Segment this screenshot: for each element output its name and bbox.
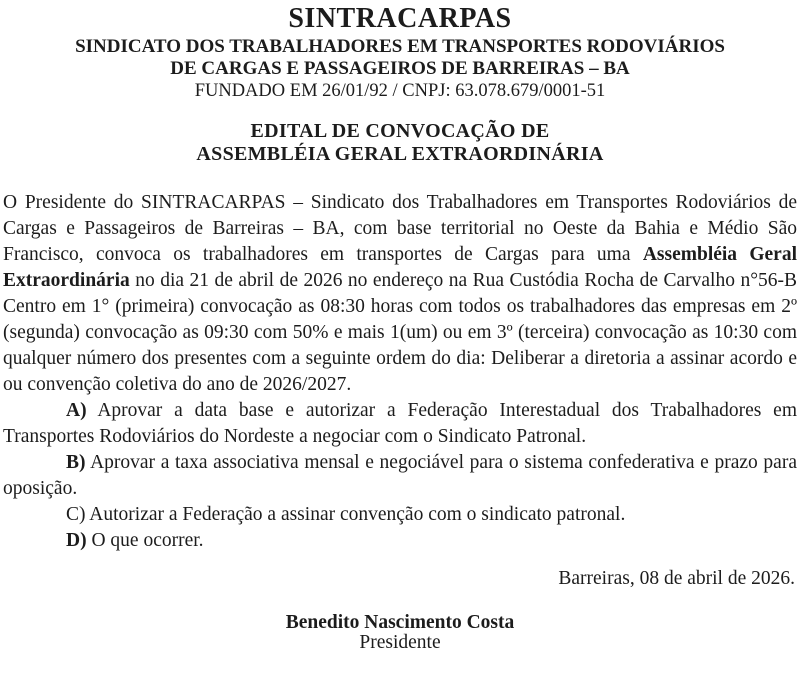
org-founded-cnpj-line: FUNDADO EM 26/01/92 / CNPJ: 63.078.679/0001-51 [194, 81, 606, 101]
signature-block [3, 612, 797, 653]
agenda-item-c-text: Autorizar a Federação a assinar convenção com o sindicato patronal. [85, 504, 626, 525]
agenda-item-b [3, 450, 797, 502]
agenda-item-d-text: O que ocorrer. [86, 530, 204, 551]
org-subtitle-line2: DE CARGAS E PASSAGEIROS DE BARREIRAS – BA [170, 58, 630, 79]
agenda-item-c-label: C) [66, 504, 86, 525]
document-title [3, 120, 797, 166]
opening-paragraph [3, 190, 797, 398]
agenda-item-a-text: Aprovar a data base e autorizar a Federação Interestadual dos Trabalhadores em Transportes Rodoviários do Nordeste a negociar com o Sindicato Patronal. [3, 400, 797, 447]
document-title-line2: ASSEMBLÉIA GERAL EXTRAORDINÁRIA [196, 143, 604, 165]
document-header [3, 2, 797, 102]
signatory-name: Benedito Nascimento Costa [285, 611, 515, 633]
agenda-item-a [3, 398, 797, 450]
agenda-item-b-text: Aprovar a taxa associativa mensal e negociável para o sistema confederativa e prazo para oposição. [3, 452, 797, 499]
document-body [3, 190, 797, 554]
agenda-item-c [3, 502, 797, 528]
agenda-item-b-label: B) [66, 452, 86, 473]
org-subtitle-line1: SINDICATO DOS TRABALHADORES EM TRANSPORTES RODOVIÁRIOS [75, 36, 725, 57]
place-and-date-line: Barreiras, 08 de abril de 2026. [558, 568, 795, 589]
opening-paragraph-text-start: O Presidente do SINTRACARPAS – Sindicato dos Trabalhadores em Transportes Rodoviários de Cargas e Passageiros de Barreiras – BA, com base territorial no Oeste da Bahia e Médio São Francisco, convoca os trabalhadores em transportes de Cargas para uma [3, 192, 797, 265]
agenda-item-d-label: D) [66, 530, 87, 551]
opening-paragraph-text-end: no dia 21 de abril de 2026 no endereço na Rua Custódia Rocha de Carvalho n°56-B Centro em 1° (primeira) convocação as 08:30 horas com todos os trabalhadores das empresas em 2º (segunda) convocação as 09:30 com 50% e mais 1(um) ou em 3º (terceira) convocação as 10:30 com qualquer número dos presentes com a seguinte ordem do dia: Deliberar a diretoria a assinar acordo e ou convenção coletiva do ano de 2026/2027. [3, 270, 797, 395]
signatory-role: Presidente [359, 631, 441, 653]
agenda-item-d [3, 528, 797, 554]
assembly-bold-phrase: Assembléia Geral Extraordinária [3, 244, 798, 291]
document-title-line1: EDITAL DE CONVOCAÇÃO DE [250, 120, 550, 142]
org-name: SINTRACARPAS [288, 3, 512, 34]
agenda-item-a-label: A) [66, 400, 87, 421]
